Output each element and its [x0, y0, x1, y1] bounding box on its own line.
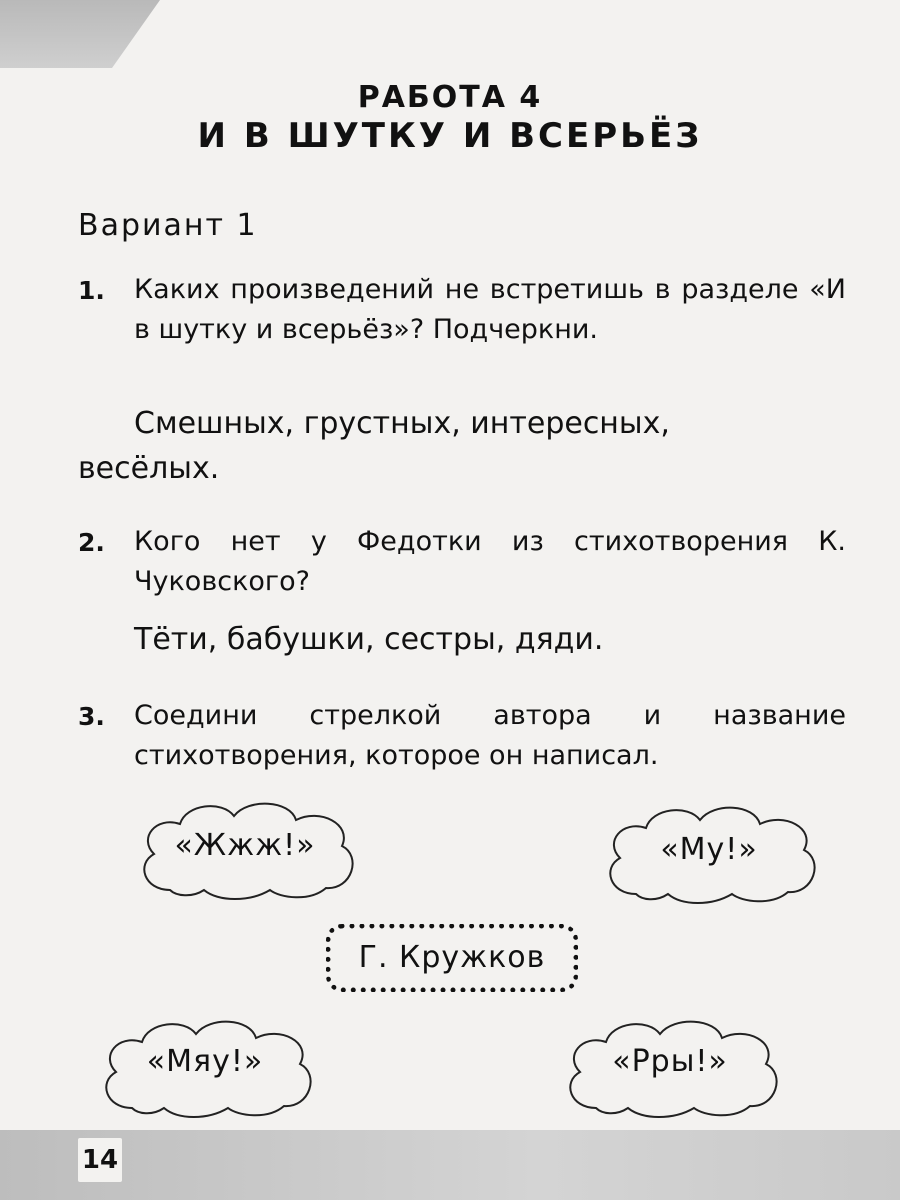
cloud-label: «Жжж!»	[174, 828, 316, 863]
question-3-number: 3.	[78, 702, 105, 731]
cloud-title-mu[interactable]	[598, 800, 820, 904]
question-1-answer-options-line2[interactable]: весёлых.	[78, 451, 220, 486]
author-box[interactable]: Г. Кружков	[326, 924, 578, 992]
question-2-number: 2.	[78, 528, 105, 557]
cloud-label: «Мяу!»	[146, 1044, 264, 1079]
cloud-title-rry[interactable]	[558, 1014, 782, 1118]
cloud-label: «Рры!»	[612, 1044, 728, 1079]
page-footer-band	[0, 1130, 900, 1200]
question-1-number: 1.	[78, 276, 105, 305]
page-corner-decoration	[0, 0, 160, 68]
work-title: РАБОТА 4	[357, 80, 543, 115]
question-3-text: Соедини стрелкой автора и название стихотворения, которое он написал.	[134, 700, 846, 771]
cloud-title-myau[interactable]	[94, 1014, 316, 1118]
question-2-text: Кого нет у Федотки из стихотворения К. Чуковского?	[134, 526, 846, 597]
cloud-title-zhzhzh[interactable]	[130, 798, 360, 900]
section-title: И В ШУТКУ И ВСЕРЬЁЗ	[197, 116, 703, 156]
question-1-text: Каких произведений не встретишь в разделе «И в шутку и всерьёз»? Подчеркни.	[134, 274, 846, 345]
question-1-answer-options-line1[interactable]: Смешных, грустных, интересных,	[134, 406, 670, 441]
page-number: 14	[78, 1138, 122, 1182]
question-2-answer-options[interactable]: Тёти, бабушки, сестры, дяди.	[134, 622, 604, 657]
variant-label: Вариант 1	[78, 208, 258, 243]
cloud-label: «Му!»	[660, 832, 758, 867]
